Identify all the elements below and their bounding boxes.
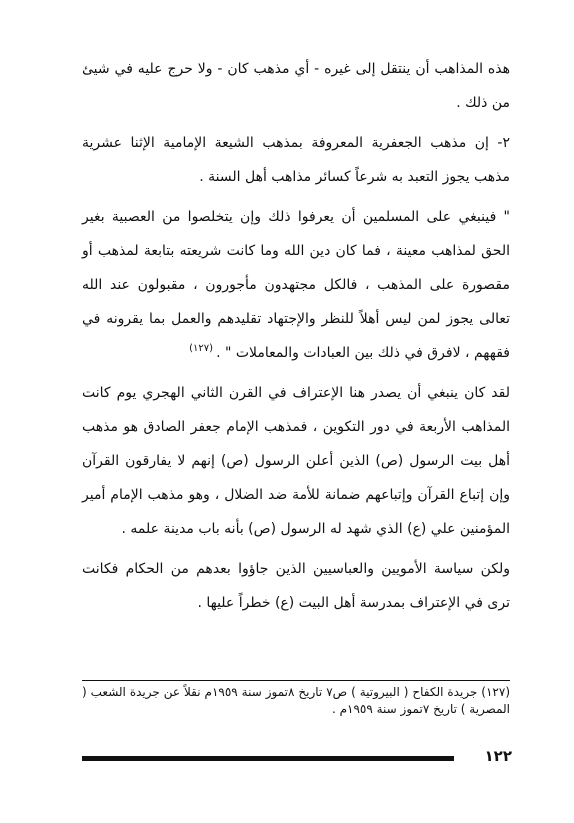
footnote-reference: (١٢٧) bbox=[189, 343, 214, 355]
paragraph-2-text: ٢- إن مذهب الجعفرية المعروفة بمذهب الشيعة الإمامية الإثنا عشرية مذهب يجوز التعبد به شرعاً كسائر مذاهب أهل السنة . bbox=[82, 135, 510, 185]
paragraph-4-text: لقد كان ينبغي أن يصدر هنا الإعتراف في القرن الثاني الهجري يوم كانت المذاهب الأربعة في دور التكوين ، فمذهب الإمام جعفر الصادق هو مذهب أهل بيت الرسول (ص) الذين أعلن الرسول (ص) إنهم لا يفارقون القرآن وإن إتباع القرآن وإتباعهم ضمانة للأمة ضد الضلال ، وهو مذهب الإمام أمير المؤمنين علي (ع) الذي شهد له الرسول (ص) بأنه باب مدينة علمه . bbox=[82, 385, 510, 537]
footer-rule bbox=[82, 756, 454, 761]
paragraph-quotation bbox=[82, 200, 510, 370]
footnote-text: (١٢٧) جريدة الكفاح ( البيروتية ) ص٧ تاريخ ٨تموز سنة ١٩٥٩م نقلاً عن جريدة الشعب ( المصرية ) تاريخ ٧تموز سنة ١٩٥٩م . bbox=[82, 685, 511, 716]
paragraph-point-2 bbox=[82, 126, 510, 194]
paragraph-3-text: " فينبغي على المسلمين أن يعرفوا ذلك وإن يتخلصوا من العصبية بغير الحق لمذاهب معينة ، فما كان دين الله وما كانت شريعته بتابعة لمذهب أو مقصورة على المذهب ، فالكل مجتهدون مأجورون ، مقبولون عند الله تعالى يجوز لمن ليس أهلاً للنظر والإجتهاد تقليدهم والعمل بما يقرونه في فقههم ، لافرق في ذلك بين العبادات والمعاملات " . bbox=[82, 209, 510, 361]
paragraph-5-text: ولكن سياسة الأمويين والعباسيين الذين جاؤوا بعدهم من الحكام فكانت ترى في الإعتراف بمدرسة أهل البيت (ع) خطراً عليها . bbox=[82, 561, 510, 611]
paragraph-continuation bbox=[82, 52, 510, 120]
main-text bbox=[82, 52, 510, 620]
paragraph-conclusion bbox=[82, 552, 510, 620]
paragraph-commentary bbox=[82, 376, 510, 546]
paragraph-1-text: هذه المذاهب أن ينتقل إلى غيره - أي مذهب كان - ولا حرج عليه في شيئ من ذلك . bbox=[82, 61, 510, 111]
footnote bbox=[82, 684, 510, 718]
page-footer bbox=[82, 747, 512, 766]
page-number: ١٢٢ bbox=[484, 747, 512, 765]
footnote-divider bbox=[82, 680, 510, 681]
